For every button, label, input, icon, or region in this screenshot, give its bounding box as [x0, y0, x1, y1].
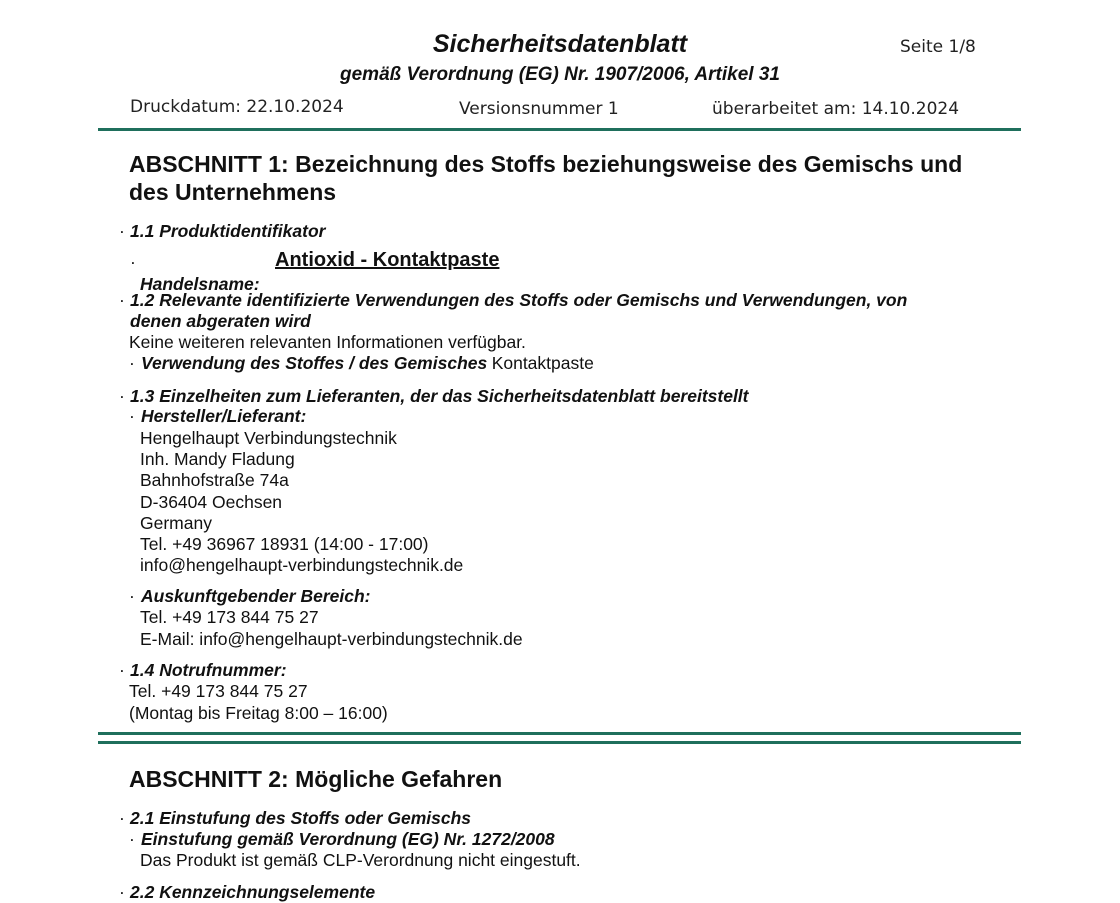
- document-subtitle: gemäß Verordnung (EG) Nr. 1907/2006, Artikel 31: [340, 64, 780, 85]
- bullet: ·: [130, 252, 136, 272]
- supplier-line: Inh. Mandy Fladung: [140, 449, 295, 469]
- bullet: ·: [119, 808, 125, 828]
- info-phone: Tel. +49 173 844 75 27: [140, 607, 319, 627]
- section-rule-bottom: [98, 741, 1021, 744]
- use-label: Verwendung des Stoffes / des Gemisches: [141, 353, 488, 373]
- bullet: ·: [119, 882, 125, 902]
- revision-date: überarbeitet am: 14.10.2024: [712, 99, 960, 119]
- bullet: ·: [129, 829, 135, 849]
- bullet: ·: [129, 586, 135, 606]
- s12-text: Keine weiteren relevanten Informationen verfügbar.: [129, 332, 526, 352]
- s12-heading-line2: denen abgeraten wird: [130, 311, 311, 331]
- s21-heading: 2.1 Einstufung des Stoffs oder Gemischs: [130, 808, 472, 828]
- s21-text: Das Produkt ist gemäß CLP-Verordnung nicht eingestuft.: [140, 850, 581, 870]
- bullet: ·: [119, 290, 125, 310]
- supplier-email[interactable]: info@hengelhaupt-verbindungstechnik.de: [140, 555, 464, 575]
- section1-heading-line2: des Unternehmens: [129, 179, 337, 205]
- bullet: ·: [119, 660, 125, 680]
- trade-name-label: Handelsname:: [140, 274, 260, 294]
- section1-heading-line1: ABSCHNITT 1: Bezeichnung des Stoffs beziehungsweise des Gemischs und: [129, 151, 963, 177]
- print-date: Druckdatum: 22.10.2024: [130, 97, 344, 117]
- header-rule: [98, 128, 1021, 131]
- info-label: Auskunftgebender Bereich:: [141, 586, 371, 606]
- s11-heading: 1.1 Produktidentifikator: [130, 221, 326, 241]
- emergency-hours: (Montag bis Freitag 8:00 – 16:00): [129, 703, 388, 723]
- s21-sub-label: Einstufung gemäß Verordnung (EG) Nr. 1272/2008: [141, 829, 555, 849]
- section2-heading: ABSCHNITT 2: Mögliche Gefahren: [129, 766, 503, 792]
- bullet: ·: [129, 353, 135, 373]
- supplier-line: Hengelhaupt Verbindungstechnik: [140, 428, 397, 448]
- supplier-line: Germany: [140, 513, 212, 533]
- emergency-phone: Tel. +49 173 844 75 27: [129, 681, 308, 701]
- s13-heading: 1.3 Einzelheiten zum Lieferanten, der das Sicherheitsdatenblatt bereitstellt: [130, 386, 749, 406]
- section-rule-top: [98, 732, 1021, 735]
- supplier-line: Bahnhofstraße 74a: [140, 470, 289, 490]
- bullet: ·: [119, 221, 125, 241]
- page-number: Seite 1/8: [900, 37, 976, 57]
- use-value: Kontaktpaste: [491, 353, 594, 373]
- s14-heading: 1.4 Notrufnummer:: [130, 660, 287, 680]
- info-email[interactable]: E-Mail: info@hengelhaupt-verbindungstechnik.de: [140, 629, 523, 649]
- s22-heading: 2.2 Kennzeichnungselemente: [130, 882, 376, 902]
- s12-heading-line1: 1.2 Relevante identifizierte Verwendungen des Stoffs oder Gemischs und Verwendungen, von: [130, 290, 908, 310]
- supplier-line: D-36404 Oechsen: [140, 492, 283, 512]
- supplier-label: Hersteller/Lieferant:: [141, 406, 307, 426]
- supplier-phone: Tel. +49 36967 18931 (14:00 - 17:00): [140, 534, 429, 554]
- trade-name: Antioxid - Kontaktpaste: [275, 249, 500, 271]
- bullet: ·: [119, 386, 125, 406]
- document-title: Sicherheitsdatenblatt: [432, 30, 688, 58]
- bullet: ·: [129, 406, 135, 426]
- use-row: [141, 353, 594, 374]
- version-number: Versionsnummer 1: [459, 99, 619, 119]
